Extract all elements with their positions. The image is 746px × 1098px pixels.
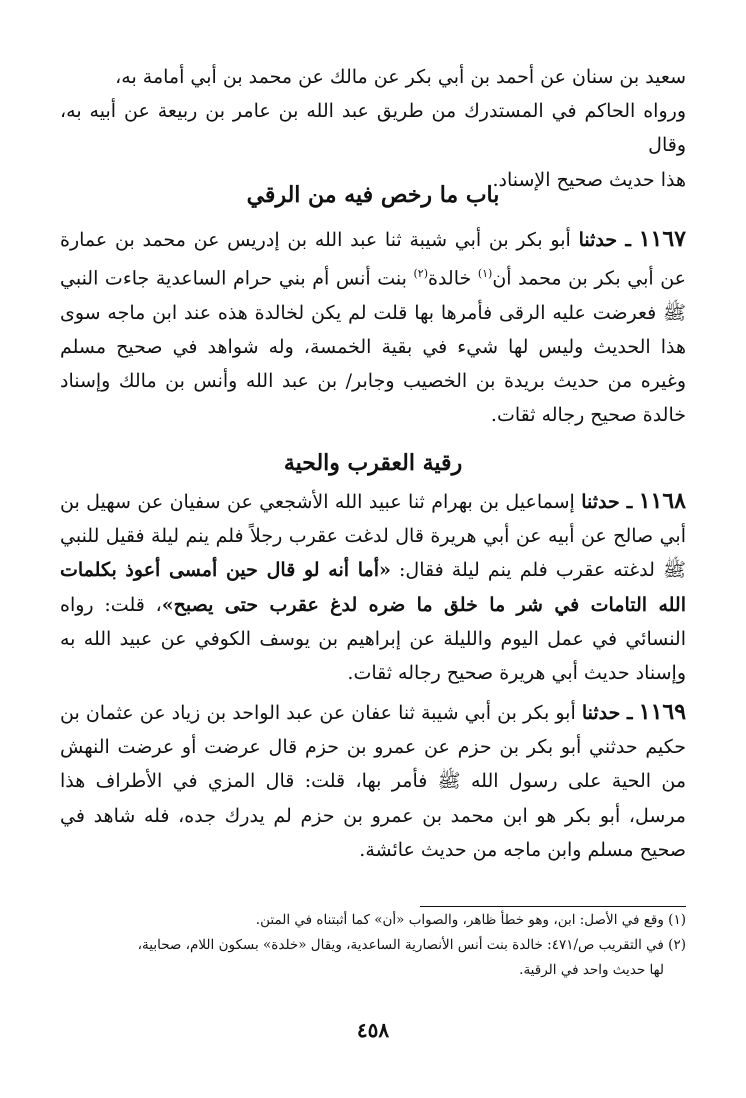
intro-line: هذا حديث صحيح الإسناد.	[492, 168, 686, 191]
footnote-ref-1[interactable]: (١)	[477, 267, 493, 281]
section-heading-scorpion: رقية العقرب والحية	[283, 450, 463, 476]
footnote-ref-2[interactable]: (٢)	[413, 267, 428, 281]
footnote-2-continued: لها حديث واحد في الرقية.	[519, 962, 664, 978]
hadith-text: خالدة	[427, 267, 478, 290]
intro-paragraph	[60, 60, 686, 197]
hadith-1169	[60, 695, 686, 867]
hadith-text: أبو بكر بن أبي شيبة ثنا عفان عن عبد الواحد بن زياد عن عثمان بن حكيم حدثني أبو بكر بن حزم عن عمرو بن حزم قال عرضت أو عرضت النهش من الحية على رسول الله ﷺ فأمر بها، قلت: قال المزي في الأطراف هذا مرسل، أبو بكر هو ابن محمد بن عمرو بن حزم لم يدرك جده، فله شاهد في صحيح مسلم وابن ماجه من حديث عائشة.	[60, 702, 686, 861]
intro-line: سعيد بن سنان عن أحمد بن أبي بكر عن مالك عن محمد بن أبي أمامة به،	[115, 66, 686, 88]
hadith-text: بنت أنس أم بني حرام الساعدية جاءت النبي ﷺ فعرضت عليه الرقى فأمرها بها قلت لم يكن لخالدة هذه عند ابن ماجه سوى هذا الحديث وليس لها شيء في بقية الخمسة، وله شواهد في صحيح مسلم وغيره من حديث بريدة بن الخصيب وجابر/ بن عبد الله وأنس بن مالك وإسناد خالدة صحيح رجاله ثقات.	[60, 267, 686, 427]
hadith-1167	[60, 222, 686, 433]
hadith-number: ١١٦٩	[638, 699, 687, 725]
hadith-number: ١١٦٧	[638, 226, 686, 252]
footnote-1: (١) وقع في الأصل: ابن، وهو خطأ ظاهر، والصواب «أن» كما أثبتناه في المتن.	[255, 912, 686, 928]
hadith-number: ١١٦٨	[638, 488, 686, 514]
section-heading-1-wrap	[60, 180, 686, 210]
prophetic-quote: «أما أنه لو قال حين أمسى أعوذ بكلمات الله التامات في شر ما خلق ما ضره لدغ عقرب حتى يصبح»	[60, 559, 687, 616]
section-heading-ruqa: باب ما رخص فيه من الرقي	[246, 182, 500, 208]
hadith-text: إسماعيل بن بهرام ثنا عبيد الله الأشجعي عن سفيان عن سهيل بن أبي صالح عن أبيه عن أبي هريرة قال لدغت عقرب رجلاً فلم ينم ليلة فقيل للنبي ﷺ لدغته عقرب فلم ينم ليلة فقال:	[60, 491, 686, 582]
intro-line: ورواه الحاكم في المستدرك من طريق عبد الله بن عامر بن ربيعة عن أبيه به، وقال	[60, 100, 686, 157]
footnotes	[60, 908, 686, 983]
page-number: ٤٥٨	[356, 1018, 390, 1042]
hadith-keyword: ـ حدثنا	[581, 491, 633, 513]
hadith-keyword: ـ حدثنا	[581, 702, 633, 724]
hadith-keyword: ـ حدثنا	[578, 229, 631, 251]
section-heading-2-wrap	[60, 448, 686, 478]
hadith-1168	[60, 484, 686, 690]
hadith-text: ، قلت: رواه النسائي في عمل اليوم والليلة عن إبراهيم بن يوسف الكوفي عن عبيد الله به وإسناد حديث أبي هريرة صحيح رجاله ثقات.	[60, 593, 686, 685]
hadith-text: أبو بكر بن أبي شيبة ثنا عبد الله بن إدريس عن محمد بن عمارة عن أبي بكر بن محمد أن	[60, 229, 686, 290]
footnote-divider	[420, 906, 686, 907]
footnote-2: (٢) في التقريب ص/٤٧١: خالدة بنت أنس الأنصارية الساعدية، ويقال «خلدة» بسكون اللام، صحابية،	[137, 937, 686, 953]
